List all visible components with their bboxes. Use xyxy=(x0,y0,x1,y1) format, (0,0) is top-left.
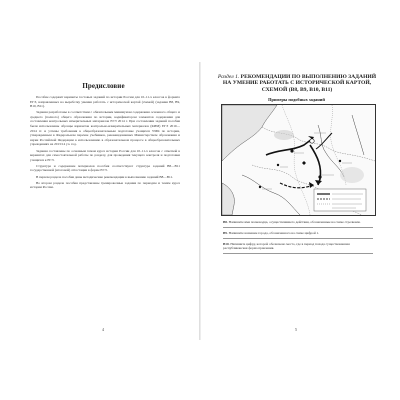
section-title: РЕКОМЕНДАЦИИ ПО ВЫПОЛНЕНИЮ ЗАДАНИЙ НА УМЕНИЕ РАБОТАТЬ С ИСТОРИЧЕСКОЙ КАРТОЙ, СХЕМОЙ (В8, В9, В10, В11) xyxy=(222,74,377,93)
sea-area xyxy=(222,105,277,161)
region-shading xyxy=(340,167,364,183)
battle-marker-icon xyxy=(302,161,306,165)
city-marker-icon xyxy=(310,139,314,143)
task-item xyxy=(223,242,373,254)
preface-paragraph: В первом разделе пособия даны методические рекомендации к выполнению заданий В8—В11. xyxy=(36,174,174,179)
map-legend xyxy=(314,189,366,211)
preface-paragraph: Во втором разделе пособия представлены тренировочные задания по периодам и темам курса истории России. xyxy=(30,180,180,190)
river-line xyxy=(242,175,300,215)
campaign-arrow xyxy=(280,183,314,188)
campaign-arrow xyxy=(266,139,312,155)
campaign-arrow xyxy=(310,145,321,185)
city-marker-icon xyxy=(318,175,321,178)
section-label: Раздел 1. xyxy=(217,74,240,80)
right-page xyxy=(201,62,392,340)
city-marker-icon xyxy=(290,149,293,152)
task-id: B10. xyxy=(223,241,230,246)
task-list xyxy=(223,220,373,257)
task-item xyxy=(223,220,373,228)
map-drawing xyxy=(222,105,375,215)
task-text: Напишите цифру, которой обозначено место, где в период похода существовавшая республиканская форма правления. xyxy=(223,241,350,251)
answer-line xyxy=(223,227,373,228)
preface-body xyxy=(30,95,180,191)
preface-title: Предисловие xyxy=(82,82,125,90)
river-line xyxy=(352,115,364,155)
historical-map xyxy=(221,104,376,216)
preface-paragraph: Задания разработаны в соответствии с обязательным минимумом содержания основного общего и среднего (полного) общего образования по истории, кодификатором элементов содержания для составления контрольных измерительных материалов ЕГЭ 2014 г. При составлении заданий пособия были использованы образцы вариантов контрольно-измерительных материалов (КИМ) ЕГЭ 2010—2014 гг. и учтены требования к общеобразовательным подготовке учащихся УМК по истории, утвержденным в Федеральном перечне учебников, рекомендованных Министерством образования и науки Российской Федерации к использованию в образовательном процессе в общеобразовательных учреждениях на 2013/14 уч. год. xyxy=(30,110,180,147)
preface-paragraph: Структура и содержание материалов пособия соответствуют структуре заданий В8—В11 государственной (итоговой) аттестации в форме ЕГЭ. xyxy=(30,163,180,173)
river-line xyxy=(318,125,344,177)
task-id: B8. xyxy=(223,220,228,224)
page-number: 4 xyxy=(102,327,104,332)
border-line xyxy=(282,105,310,215)
preface-paragraph: Задания составлены по основным темам курса истории России для 10–11-х классов с отметкой в вариантах для самостоятельной работы по разделу, для проведения текущего контроля и подготовки учащихся к ЕГЭ. xyxy=(30,148,180,162)
city-marker-icon xyxy=(277,164,279,166)
city-marker-icon xyxy=(259,186,261,188)
section-heading xyxy=(213,74,381,93)
task-item xyxy=(223,231,373,239)
region-shading xyxy=(274,130,294,140)
page-number: 5 xyxy=(295,327,297,332)
task-id: B9. xyxy=(223,230,228,235)
campaign-arrow xyxy=(316,133,332,149)
task-text: Напишите название города, обозначенного на схеме цифрой 1. xyxy=(228,230,320,235)
arrow-head-icon xyxy=(315,180,322,185)
answer-line xyxy=(223,238,373,239)
answer-line xyxy=(223,253,373,254)
left-page xyxy=(8,62,199,340)
city-marker-icon xyxy=(339,160,341,162)
examples-subheading: Примеры подобных заданий xyxy=(268,97,325,102)
sea-area xyxy=(222,183,234,215)
preface-paragraph: Пособие содержит варианты тестовых заданий по истории России для 10–11-х классов в формате ЕГЭ, направленных на выработку умения работать с исторической картой (схемой) (задания В8, В9, В10, В11). xyxy=(30,95,180,109)
arrow-head-icon xyxy=(309,182,314,188)
task-text: Напишите имя полководца, осуществлявшего действия, обозначенные на схеме стрелками. xyxy=(228,220,361,224)
